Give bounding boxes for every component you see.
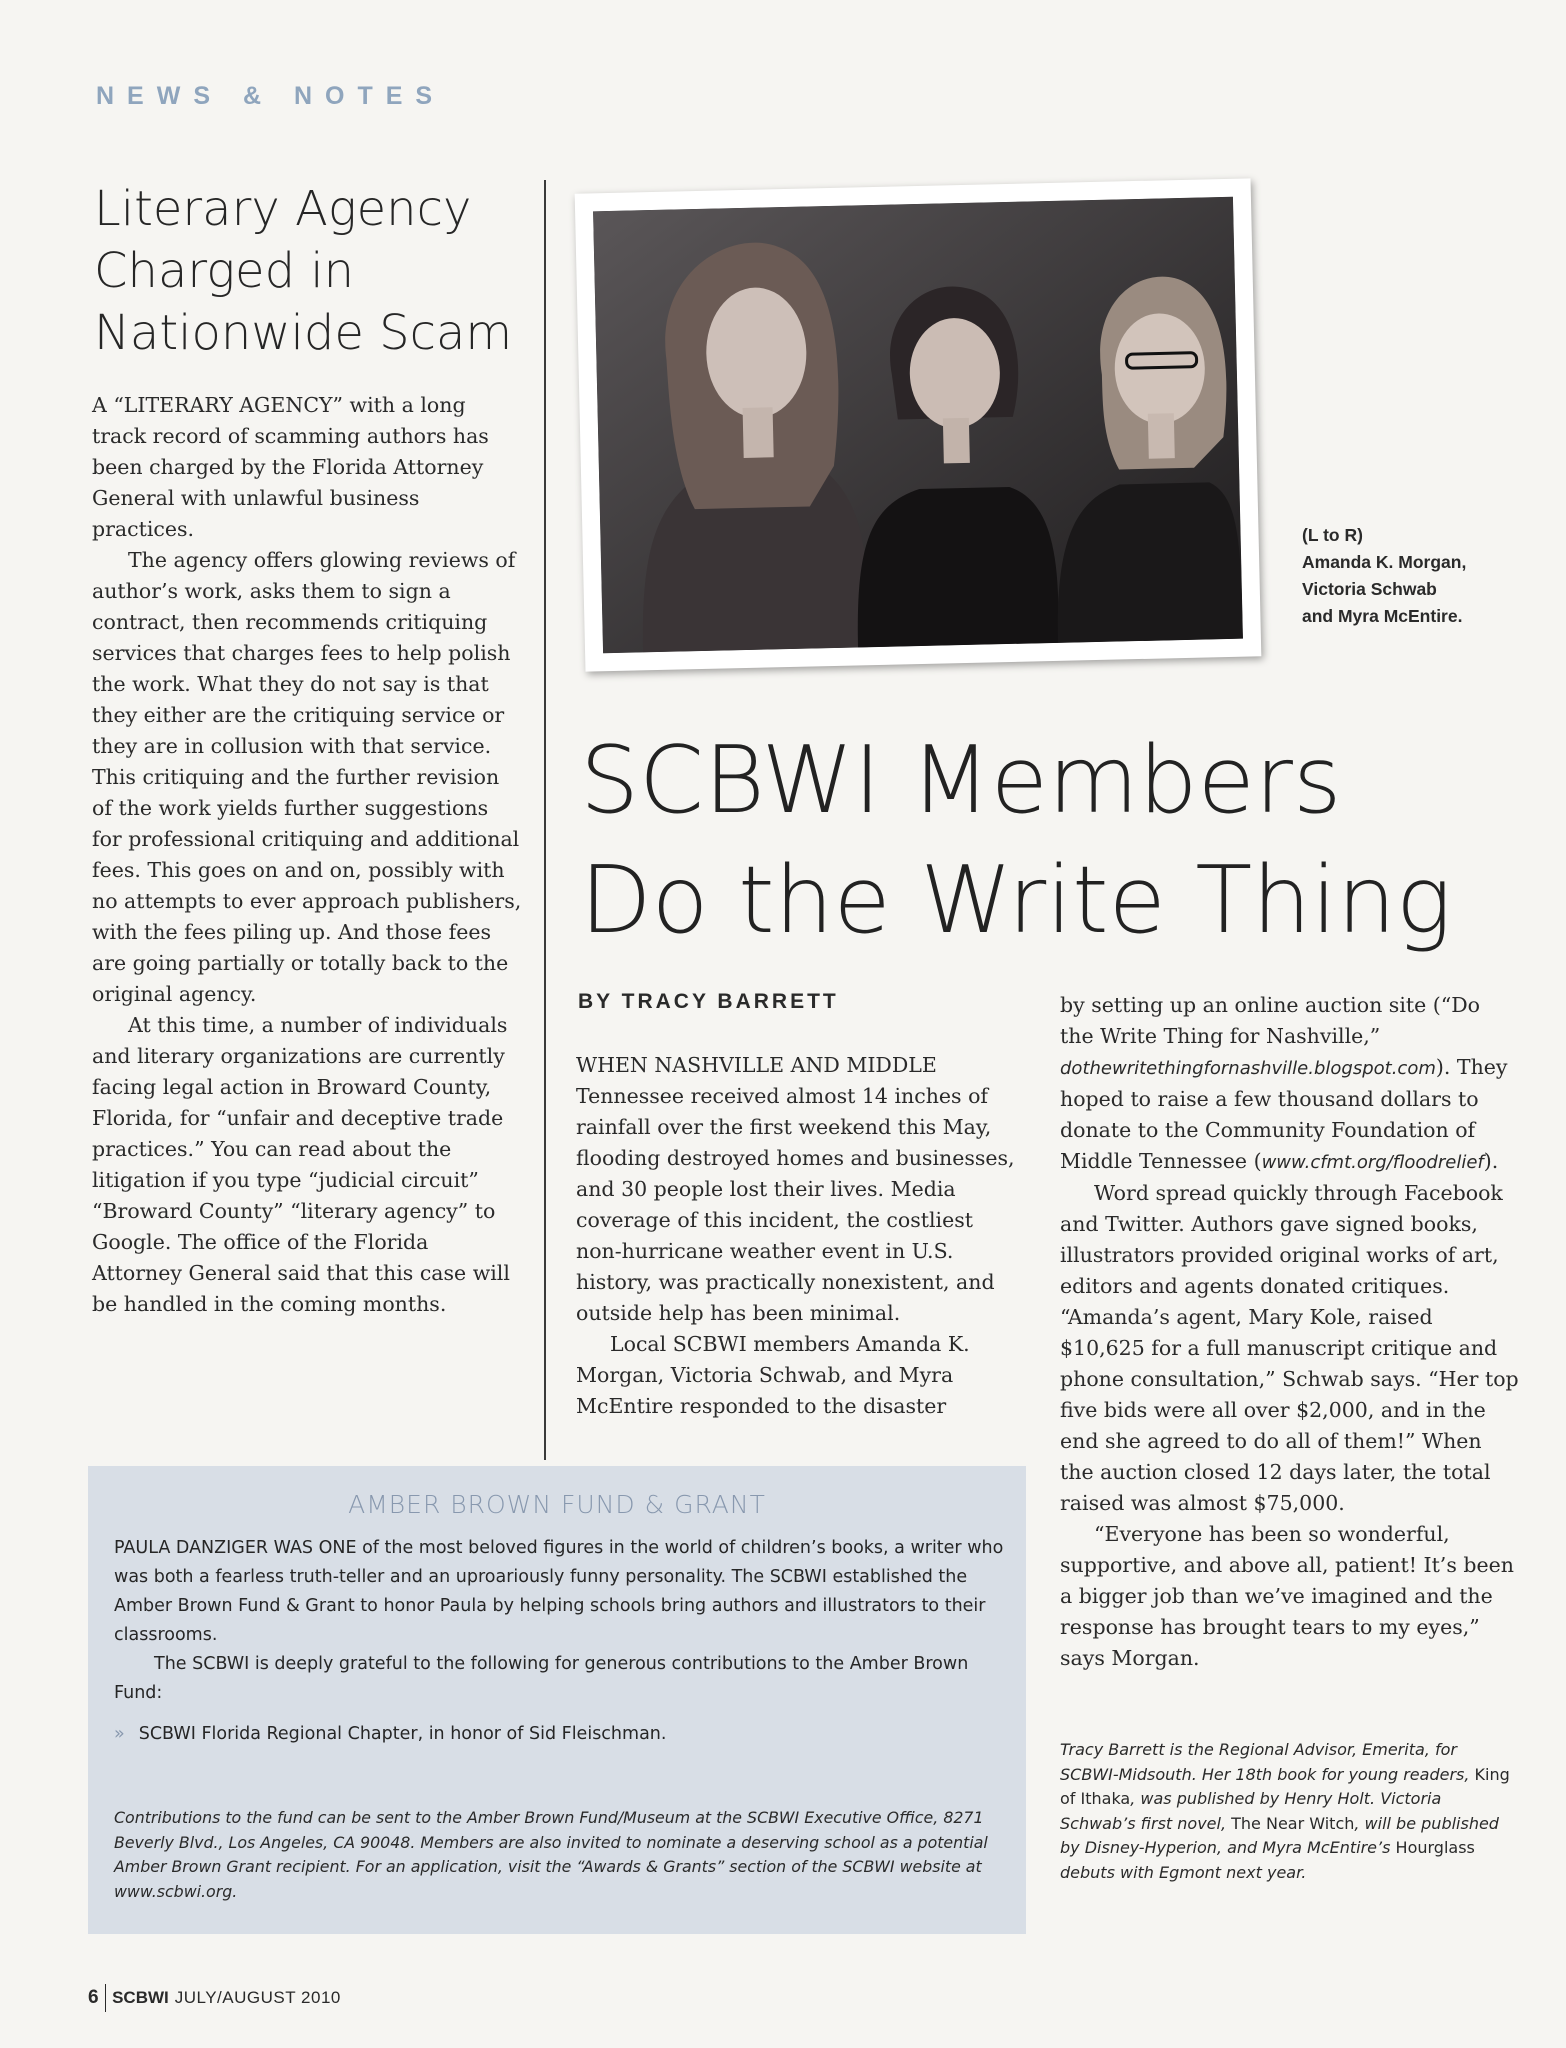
- caption-line: and Myra McEntire.: [1302, 606, 1463, 626]
- main-article-paragraph-1: WHEN NASHVILLE AND MIDDLE Tennessee received almost 14 inches of rainfall over the first weekend this May, flooding destroyed homes and businesses, and 30 people lost their lives. Media coverage of this incident, the costliest non-hurricane weather event in U.S. history, was practically nonexistent, and outside help has been minimal.: [576, 1053, 1015, 1325]
- main-article-column-2: [1060, 990, 1520, 1674]
- sidebar-list-item: [114, 1724, 666, 1744]
- sidebar-title: AMBER BROWN FUND & GRANT: [348, 1490, 766, 1519]
- photo-caption: [1302, 522, 1522, 630]
- caption-line: Amanda K. Morgan,: [1302, 552, 1467, 572]
- text-run: , was published by Henry Holt. Victoria Schwab’s first novel,: [1060, 1789, 1442, 1833]
- main-article-paragraph-4: Word spread quickly through Facebook and Twitter. Authors gave signed books, illustrators provided original works of art, editors and agents donated critiques. “Amanda’s agent, Mary Kole, raised $10,625 for a full manuscript critique and phone consultation,” Schwab says. “Her top five bids were all over $2,000, and in the end she agreed to do all of them!” When the auction closed 12 days later, the total raised was almost $75,000.: [1060, 1181, 1519, 1515]
- page-number: 6: [88, 1987, 99, 2008]
- sidebar-paragraph-2: The SCBWI is deeply grateful to the following for generous contributions to the Amber Brown Fund:: [114, 1654, 969, 1703]
- book-title: The Near Witch: [1231, 1813, 1355, 1833]
- text-run: debuts with Egmont next year.: [1060, 1862, 1307, 1882]
- sidebar-note: Contributions to the fund can be sent to the Amber Brown Fund/Museum at the SCBWI Executive Office, 8271 Beverly Blvd., Los Angeles, CA 90048. Members are also invited to nominate a deserving school as a potential Amber Brown Grant recipient. For an application, visit the “Awards & Grants” section of the SCBWI website at www.scbwi.org.: [114, 1808, 988, 1901]
- footer-brand: SCBWI: [112, 1988, 169, 2007]
- main-article-title: [580, 720, 1480, 960]
- text-run: ). They hoped to raise a few thousand dollars to donate to the Community Foundation of Middle Tennessee (: [1060, 1055, 1508, 1173]
- text-run: Tracy Barrett is the Regional Advisor, Emerita, for SCBWI-Midsouth. Her 18th book for young readers,: [1060, 1740, 1475, 1784]
- main-article-paragraph-5: “Everyone has been so wonderful, supportive, and above all, patient! It’s been a bigger job than we’ve imagined and the response has brought tears to my eyes,” says Morgan.: [1060, 1522, 1514, 1670]
- caption-line: Victoria Schwab: [1302, 579, 1437, 599]
- amber-brown-sidebar: [88, 1466, 1026, 1934]
- author-bio: [1060, 1738, 1520, 1885]
- text-run: ).: [1483, 1149, 1499, 1173]
- group-photo-illustration: [593, 197, 1243, 653]
- book-title: Hourglass: [1395, 1838, 1475, 1857]
- foundation-url: www.cfmt.org/floodrelief: [1261, 1152, 1484, 1173]
- bullet-mark: »: [114, 1724, 125, 1744]
- text-run: by setting up an online auction site (“Do the Write Thing for Nashville,”: [1060, 993, 1481, 1048]
- byline: BY TRACY BARRETT: [578, 990, 839, 1013]
- main-title-line-2: Do the Write Thing: [580, 846, 1452, 954]
- main-article-column-1: [576, 1050, 1016, 1422]
- footer-issue: JULY/AUGUST 2010: [174, 1988, 341, 2007]
- bullet-text: SCBWI Florida Regional Chapter, in honor of Sid Fleischman.: [138, 1724, 667, 1744]
- left-article-paragraph-2: The agency offers glowing reviews of author’s work, asks them to sign a contract, then recommends critiquing services that charges fees to help polish the work. What they do not say is that they either are the critiquing service or they are in collusion with that service. This critiquing and the further revision of the work yields further suggestions for professional critiquing and additional fees. This goes on and on, possibly with no attempts to ever approach publishers, with the fees piling up. And those fees are going partially or totally back to the original agency.: [92, 548, 522, 1006]
- sidebar-body: [114, 1534, 1004, 1708]
- column-divider: [544, 180, 546, 1460]
- main-article-paragraph-3: [1060, 990, 1520, 1178]
- book-title: King of Ithaka: [1060, 1764, 1510, 1808]
- sidebar-paragraph-1: PAULA DANZIGER WAS ONE of the most beloved figures in the world of children’s books, a writer who was both a fearless truth-teller and an uproariously funny personality. The SCBWI established the Amber Brown Fund & Grant to honor Paula by helping schools bring authors and illustrators to their classrooms.: [114, 1538, 1004, 1645]
- group-photo: [593, 197, 1243, 653]
- auction-url: dothewritethingfornashville.blogspot.com: [1060, 1058, 1436, 1079]
- section-label: NEWS & NOTES: [96, 82, 446, 110]
- left-article-title: Literary Agency Charged in Nationwide Scam: [94, 181, 513, 361]
- left-article-paragraph-1: A “LITERARY AGENCY” with a long track record of scamming authors has been charged by the Florida Attorney General with unlawful business practices.: [92, 393, 489, 541]
- left-article-body: [92, 390, 522, 1320]
- page-footer: [88, 1984, 341, 2012]
- caption-line: (L to R): [1302, 525, 1363, 545]
- text-run: , will be published by Disney-Hyperion, and Myra McEntire’s: [1060, 1813, 1499, 1857]
- main-article-paragraph-2: Local SCBWI members Amanda K. Morgan, Victoria Schwab, and Myra McEntire responded to the disaster: [576, 1332, 970, 1418]
- main-title-line-1: SCBWI Members: [580, 726, 1342, 834]
- left-article-paragraph-3: At this time, a number of individuals and literary organizations are currently facing legal action in Broward County, Florida, for “unfair and deceptive trade practices.” You can read about the litigation if you type “judicial circuit” “Broward County” “literary agency” to Google. The office of the Florida Attorney General said that this case will be handled in the coming months.: [92, 1013, 510, 1316]
- photo-frame: [575, 178, 1262, 671]
- footer-divider: [105, 1984, 107, 2012]
